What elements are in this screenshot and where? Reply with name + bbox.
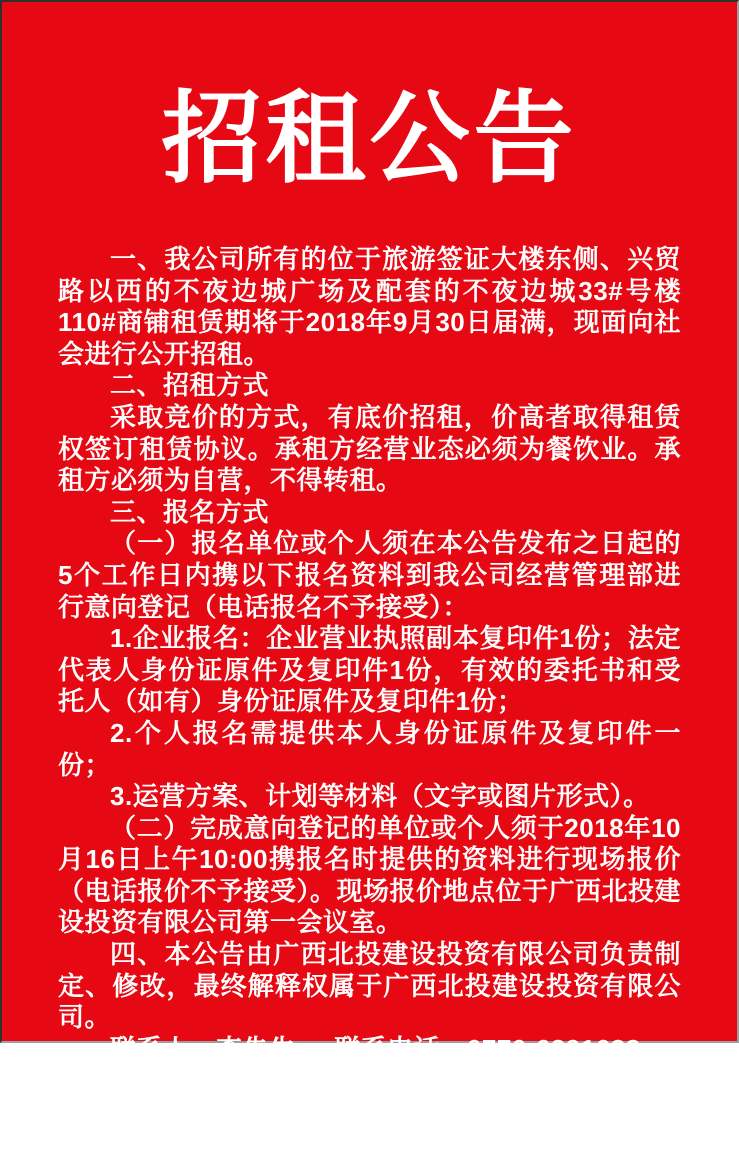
paragraph-5-registration-window: （一）报名单位或个人须在本公告发布之日起的5个工作日内携以下报名资料到我公司经营管理部进行意向登记（电话报名不予接受）： bbox=[58, 528, 681, 622]
paragraph-2-section-heading-method: 二、招租方式 bbox=[110, 370, 270, 401]
paragraph-8-operation-plan: 3.运营方案、计划等材料（文字或图片形式）。 bbox=[110, 781, 650, 812]
announcement-title: 招租公告 bbox=[161, 79, 578, 197]
signature-company: 广西北投建设投资有限公司 bbox=[312, 1105, 625, 1136]
announcement-body bbox=[58, 244, 681, 1065]
paragraph-9-onsite-bidding: （二）完成意向登记的单位或个人须于2018年10月16日上午10:00携报名时提供的资料进行现场报价（电话报价不予接受）。现场报价地点位于广西北投建设投资有限公司第一会议室。 bbox=[58, 812, 682, 938]
signature-block bbox=[313, 1105, 625, 1167]
paragraph-1-premises-intro: 一、我公司所有的位于旅游签证大楼东侧、兴贸路以西的不夜边城广场及配套的不夜边城33#号楼110#商铺租赁期将于2018年9月30日届满，现面向社会进行公开招租。 bbox=[58, 244, 681, 369]
poster-content bbox=[2, 79, 737, 1167]
contact-line bbox=[58, 1034, 681, 1066]
paragraph-10-interpretation-rights: 四、本公告由广西北投建设投资有限公司负责制定、修改，最终解释权属于广西北投建设投资有限公司。 bbox=[58, 939, 681, 1033]
paragraph-4-section-heading-registration: 三、报名方式 bbox=[110, 496, 270, 527]
paragraph-7-individual-documents: 2.个人报名需提供本人身份证原件及复印件一份； bbox=[58, 717, 681, 780]
contact-person: 联系人：李先生 bbox=[110, 1033, 296, 1064]
paragraph-6-company-documents: 1.企业报名：企业营业执照副本复印件1份；法定代表人身份证原件及复印件1份，有效的委托书和受托人（如有）身份证原件及复印件1份； bbox=[58, 623, 681, 717]
contact-phone: 联系电话：0770-6291633 bbox=[334, 1033, 641, 1064]
signature-date: 2018年9月30日 bbox=[379, 1136, 559, 1167]
paragraph-3-bidding-method: 采取竞价的方式，有底价招租，价高者取得租赁权签订租赁协议。承租方经营业态必须为餐饮业。承租方必须为自营，不得转租。 bbox=[58, 401, 681, 496]
